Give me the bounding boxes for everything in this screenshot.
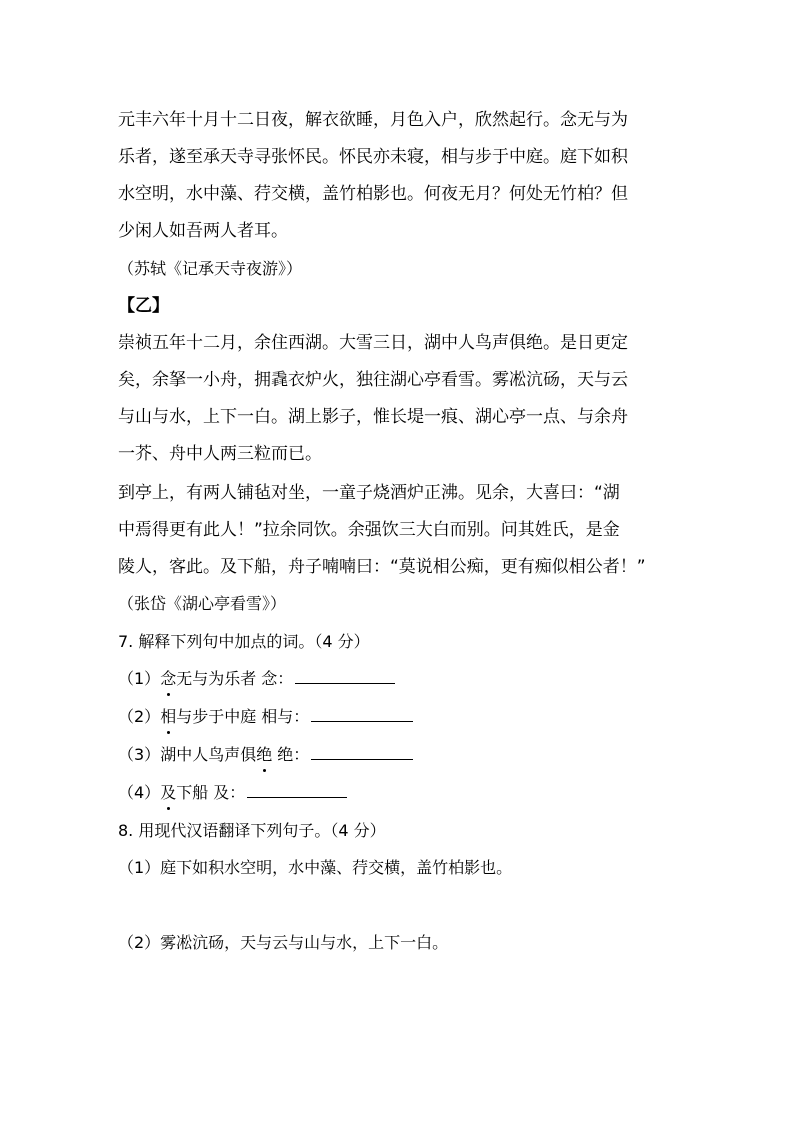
answer-blank[interactable] xyxy=(247,781,347,798)
item-text-post: 绝： xyxy=(272,745,310,764)
item-number: （3） xyxy=(118,745,161,764)
item-text-post: 与步于中庭 相与： xyxy=(176,707,310,726)
passage-yi-line: 崇祯五年十二月，余住西湖。大雪三日，湖中人鸟声俱绝。是日更定 xyxy=(118,333,628,353)
dotted-word: 绝 xyxy=(256,743,272,767)
dotted-word: 相 xyxy=(160,705,176,729)
passage-yi-line: 中焉得更有此人！”拉余同饮。余强饮三大白而别。问其姓氏，是金 xyxy=(118,520,620,540)
question-7-item-3 xyxy=(118,743,413,767)
dotted-word: 念 xyxy=(160,667,176,691)
question-8-item-1: （1）庭下如积水空明，水中藻、荇交横，盖竹柏影也。 xyxy=(118,858,513,877)
question-7-title: 7. 解释下列句中加点的词。（4 分） xyxy=(118,632,370,651)
answer-blank[interactable] xyxy=(311,743,413,760)
passage-jia-line: 元丰六年十月十二日夜，解衣欲睡，月色入户，欣然起行。念无与为 xyxy=(118,110,628,130)
dotted-word: 及 xyxy=(160,781,176,805)
question-7-item-4 xyxy=(118,781,347,805)
item-text-post: 下船 及： xyxy=(176,783,246,802)
passage-jia-line: 少闲人如吾两人者耳。 xyxy=(118,221,288,241)
item-number: （1） xyxy=(118,669,161,688)
passage-yi-heading: 【乙】 xyxy=(118,296,169,316)
question-8-item-2: （2）雾凇沆砀，天与云与山与水，上下一白。 xyxy=(118,933,449,952)
item-text-pre: 湖中人鸟声俱 xyxy=(160,745,257,764)
answer-blank[interactable] xyxy=(311,705,413,722)
passage-jia-source: （苏轼《记承天寺夜游》） xyxy=(118,259,303,278)
passage-yi-line: 与山与水，上下一白。湖上影子，惟长堤一痕、湖心亭一点、与余舟 xyxy=(118,407,628,427)
passage-jia-line: 乐者，遂至承天寺寻张怀民。怀民亦未寝，相与步于中庭。庭下如积 xyxy=(118,147,628,167)
question-8-title: 8. 用现代汉语翻译下列句子。（4 分） xyxy=(118,821,386,840)
question-7-item-1 xyxy=(118,667,395,691)
passage-yi-line: 矣，余拏一小舟，拥毳衣炉火，独往湖心亭看雪。雾凇沆砀，天与云 xyxy=(118,370,628,390)
answer-blank[interactable] xyxy=(295,667,395,684)
item-number: （2） xyxy=(118,707,161,726)
passage-yi-source: （张岱《湖心亭看雪》） xyxy=(118,594,287,613)
passage-yi-line: 一芥、舟中人两三粒而已。 xyxy=(118,444,322,464)
item-number: （4） xyxy=(118,783,161,802)
item-text-post: 无与为乐者 念： xyxy=(176,669,294,688)
passage-jia-line: 水空明，水中藻、荇交横，盖竹柏影也。何夜无月？何处无竹柏？但 xyxy=(118,184,628,204)
question-7-item-2 xyxy=(118,705,413,729)
passage-yi-line: 到亭上，有两人铺毡对坐，一童子烧酒炉正沸。见余，大喜曰：“湖 xyxy=(118,483,620,503)
passage-yi-line: 陵人，客此。及下船，舟子喃喃曰：“莫说相公痴，更有痴似相公者！” xyxy=(118,557,646,577)
